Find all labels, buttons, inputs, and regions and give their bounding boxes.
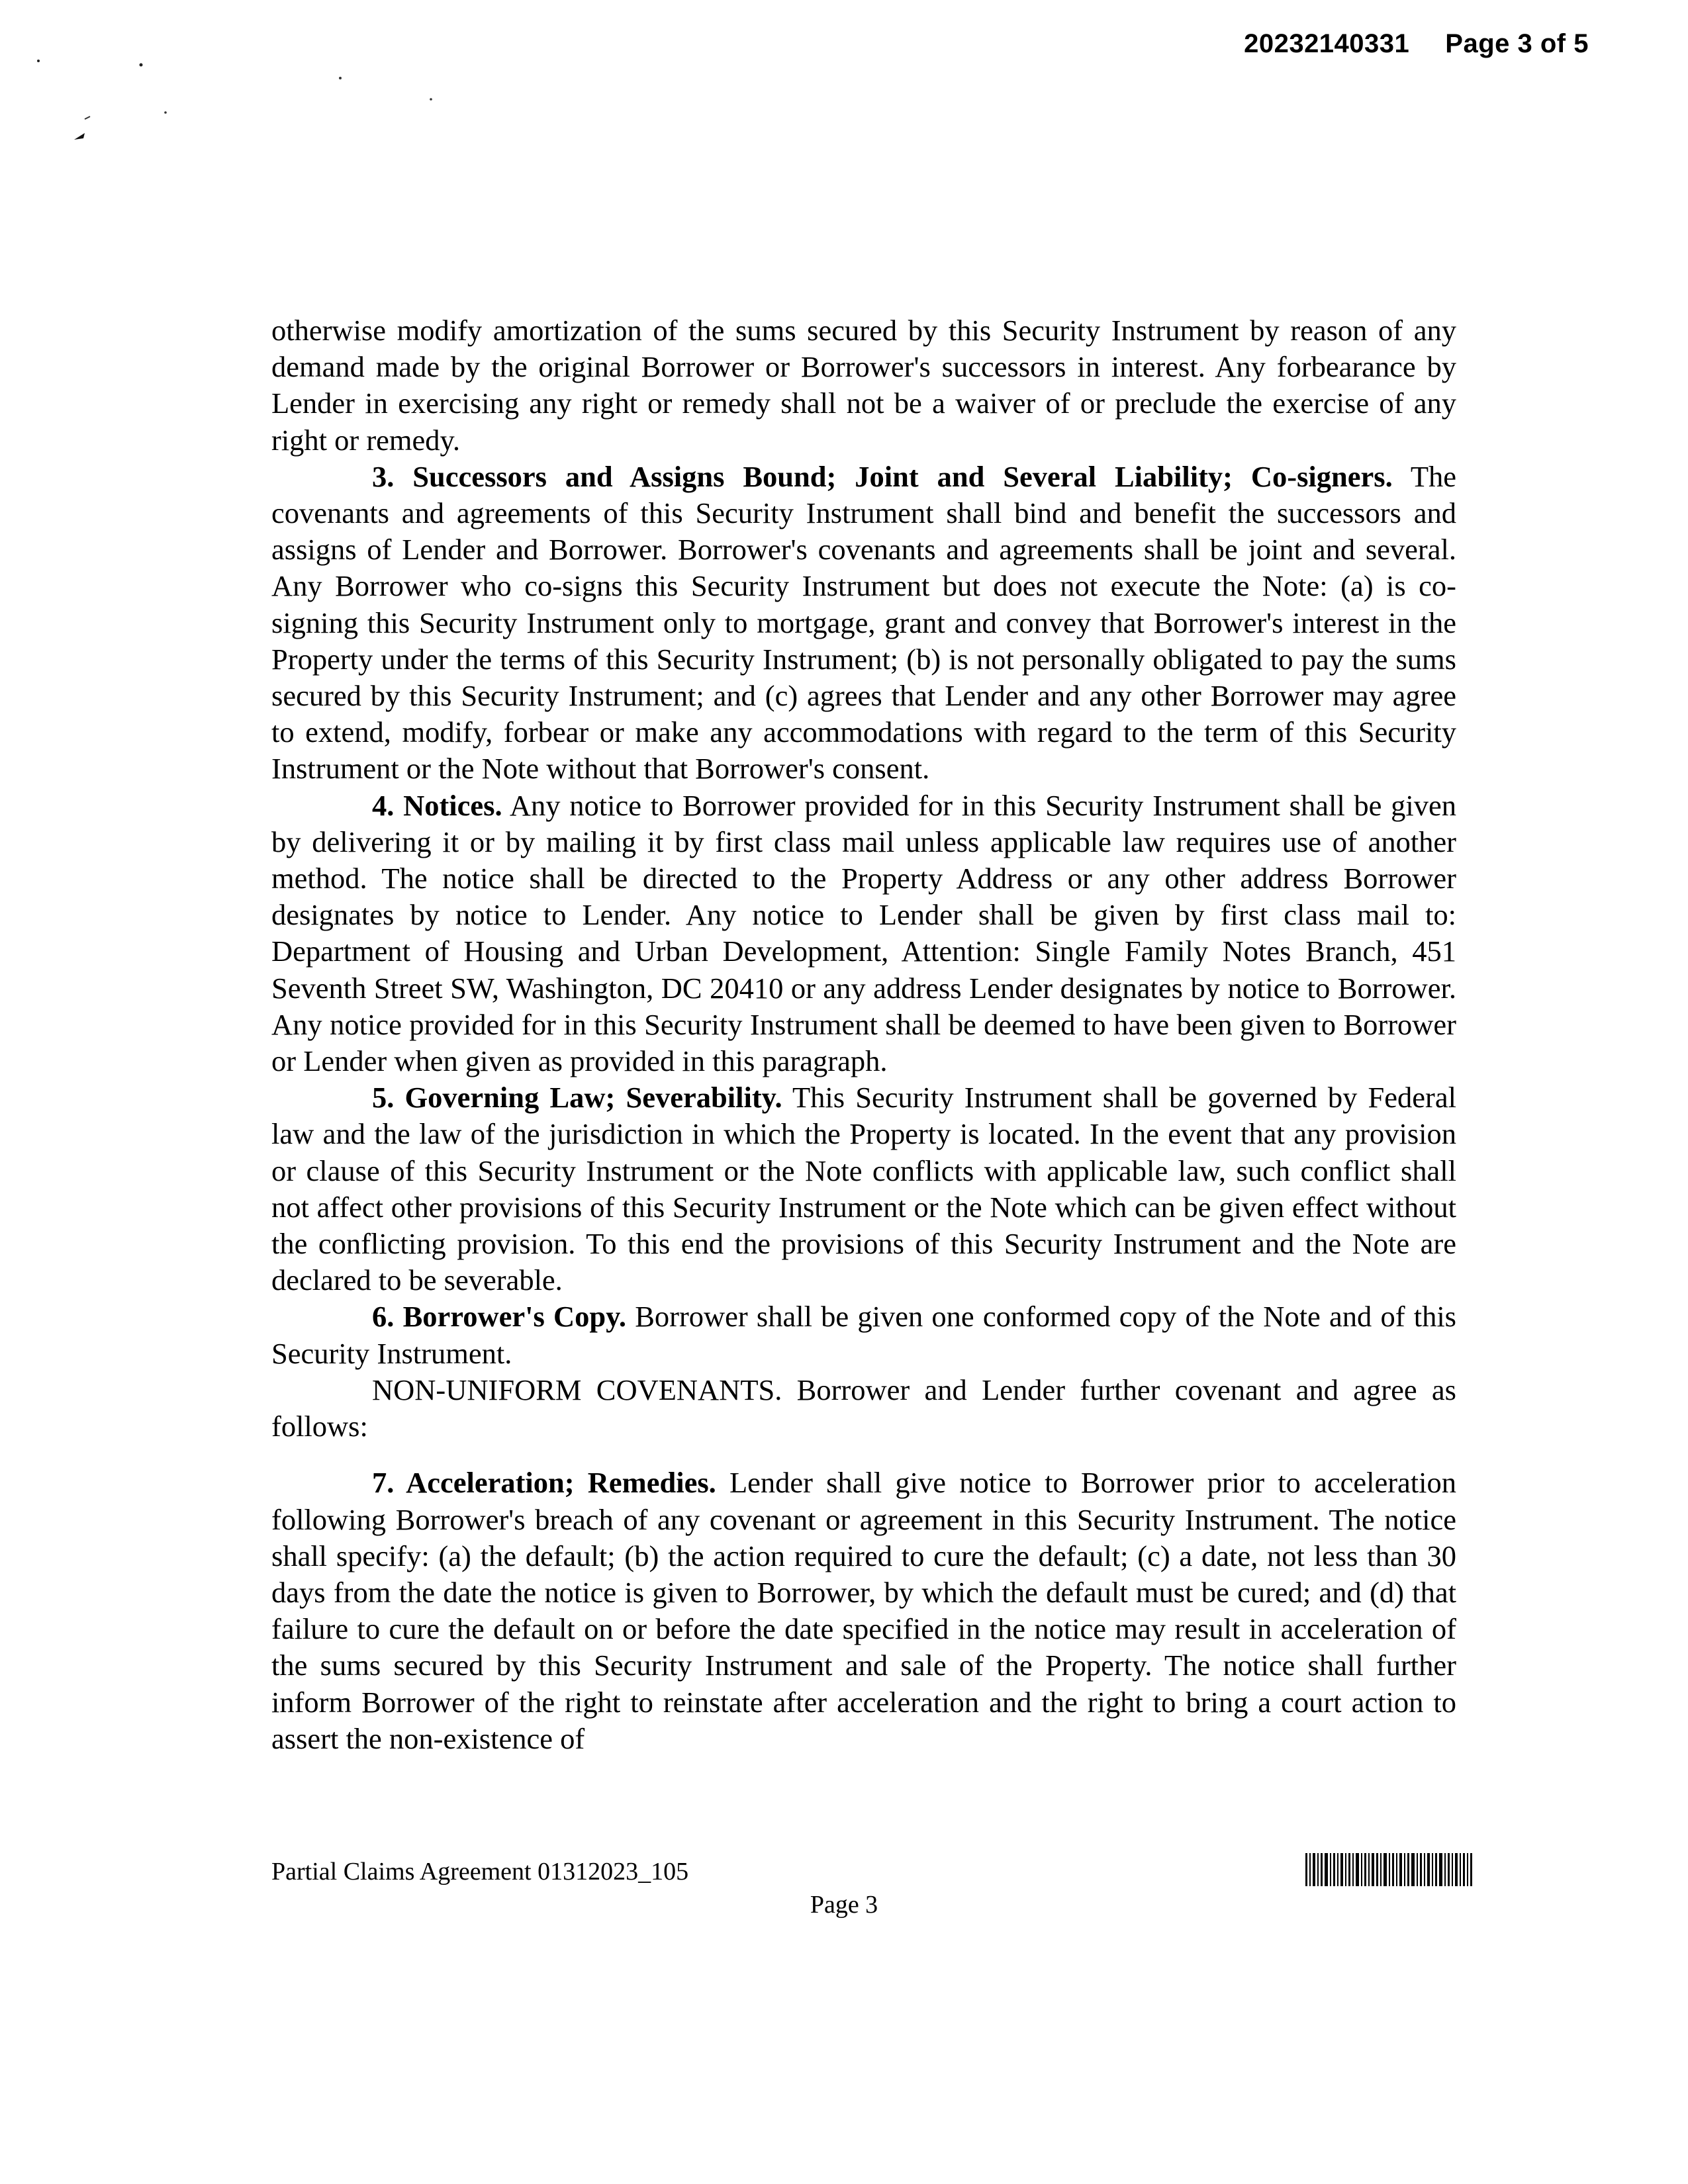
form-identifier: Partial Claims Agreement 01312023_105	[271, 1858, 689, 1886]
barcode-icon	[1305, 1853, 1472, 1886]
section-3-text: The covenants and agreements of this Security Instrument shall bind and benefit the successors and assigns of Lender and Borrower. Borrower's covenants and agreements shall be joint and several. Any Borrower who co-signs this Security Instrument but does not execute the Note: (a) is co-signing this Security Instrument only to mortgage, grant and convey that Borrower's interest in the Property under the terms of this Security Instrument; (b) is not personally obligated to pay the sums secured by this Security Instrument; and (c) agrees that Lender and any other Borrower may agree to extend, modify, forbear or make any accommodations with regard to the term of this Security Instrument or the Note without that Borrower's consent.	[271, 459, 1456, 786]
section-5	[271, 1079, 1456, 1298]
page-footer-number: Page 3	[810, 1891, 878, 1919]
section-4-text: Any notice to Borrower provided for in this Security Instrument shall be given by delivering it or by mailing it by first class mail unless applicable law requires use of another method. The notice shall be directed to the Property Address or any other address Borrower designates by notice to Lender. Any notice to Lender shall be given by first class mail to: Department of Housing and Urban Development, Attention: Single Family Notes Branch, 451 Seventh Street SW, Washington, DC 20410 or any address Lender designates by notice to Borrower. Any notice provided for in this Security Instrument shall be deemed to have been given to Borrower or Lender when given as provided in this paragraph.	[271, 788, 1456, 1078]
document-body	[271, 312, 1456, 1757]
section-6	[271, 1298, 1456, 1371]
section-7	[271, 1465, 1456, 1757]
page-header	[1244, 29, 1589, 59]
section-5-heading: 5. Governing Law; Severability.	[372, 1081, 782, 1115]
section-7-heading: 7. Acceleration; Remedies.	[372, 1466, 716, 1500]
section-6-heading: 6. Borrower's Copy.	[372, 1300, 627, 1334]
non-uniform-covenants: NON-UNIFORM COVENANTS. Borrower and Lender further covenant and agree as follows:	[271, 1373, 1456, 1443]
page-count: Page 3 of 5	[1445, 29, 1589, 58]
paragraph-continuation: otherwise modify amortization of the sums secured by this Security Instrument by reason of any demand made by the original Borrower or Borrower's successors in interest. Any forbearance by Lender in exercising any right or remedy shall not be a waiver of or preclude the exercise of any right or remedy.	[271, 314, 1456, 457]
section-4	[271, 788, 1456, 1080]
section-3	[271, 459, 1456, 788]
scan-specks	[0, 0, 463, 172]
section-4-heading: 4. Notices.	[372, 788, 502, 822]
document-number: 20232140331	[1244, 29, 1410, 58]
section-5-text: This Security Instrument shall be governed by Federal law and the law of the jurisdiction in which the Property is located. In the event that any provision or clause of this Security Instrument or the Note conflicts with applicable law, such conflict shall not affect other provisions of this Security Instrument or the Note which can be given effect without the conflicting provision. To this end the provisions of this Security Instrument and the Note are declared to be severable.	[271, 1081, 1456, 1297]
section-7-text: Lender shall give notice to Borrower prior to acceleration following Borrower's breach of any covenant or agreement in this Security Instrument. The notice shall specify: (a) the default; (b) the action required to cure the default; (c) a date, not less than 30 days from the date the notice is given to Borrower, by which the default must be cured; and (d) that failure to cure the default on or before the date specified in the notice may result in acceleration of the sums secured by this Security Instrument and sale of the Property. The notice shall further inform Borrower of the right to reinstate after acceleration and the right to bring a court action to assert the non-existence of	[271, 1466, 1456, 1755]
section-6-text: Borrower shall be given one conformed copy of the Note and of this Security Instrument.	[271, 1300, 1456, 1370]
section-3-heading: 3. Successors and Assigns Bound; Joint and Several Liability; Co-signers.	[372, 459, 1393, 493]
